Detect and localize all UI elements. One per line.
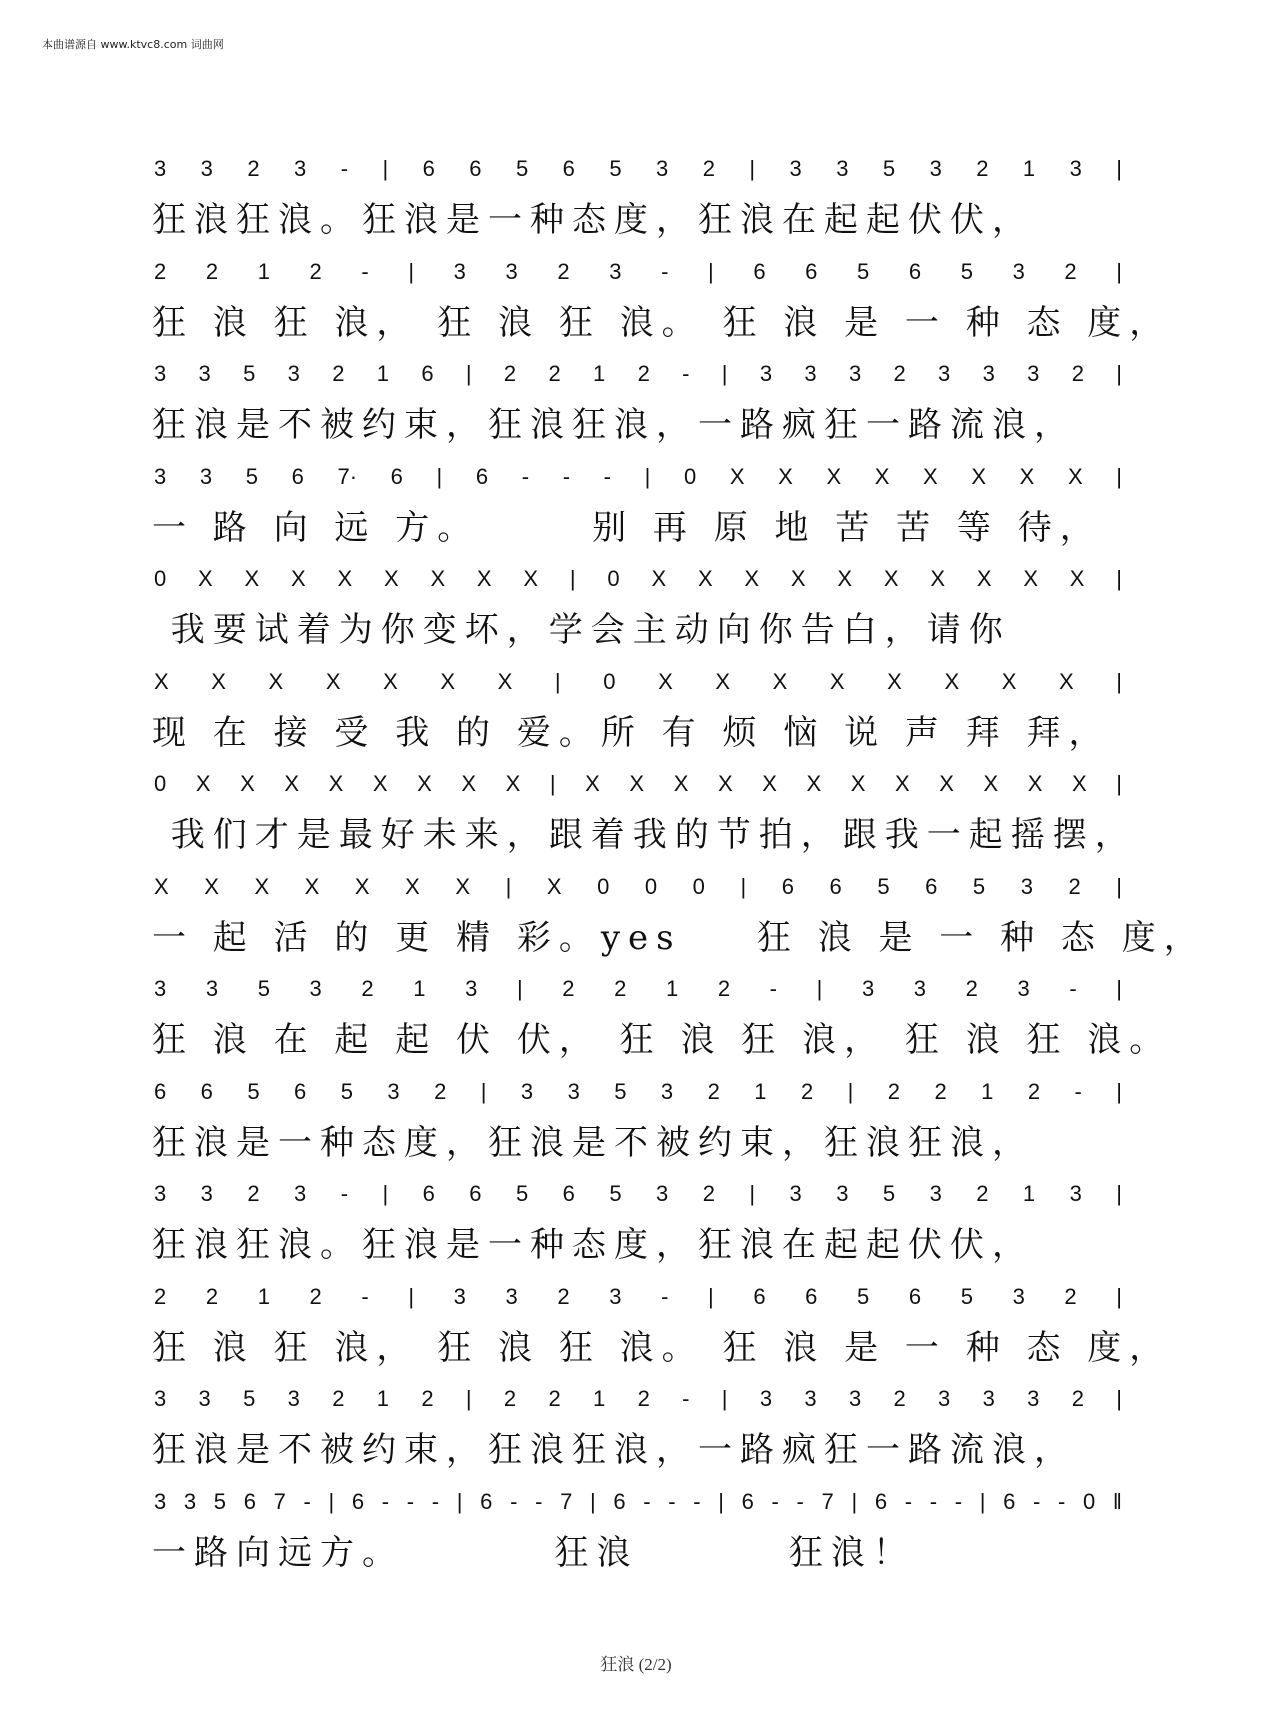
- score-row: [152, 970, 1172, 1073]
- score-row: [152, 253, 1172, 356]
- lyrics-line: 一 路 向 远 方。 别 再 原 地 苦 苦 等 待，: [152, 507, 1102, 548]
- notation-line: 0 X X X X X X X X | X X X X X X X X X X X X |: [154, 771, 1122, 796]
- notation-line: 2 2 1 2 - | 3 3 2 3 - | 6 6 5 6 5 3 2 |: [154, 258, 1122, 284]
- score-row: [152, 150, 1124, 253]
- notation-line: 3 3 2 3 - | 6 6 5 6 5 3 2 | 3 3 5 3 2 1 3 |: [154, 1181, 1122, 1206]
- lyrics-line: 狂浪狂浪。狂浪是一种态度，狂浪在起起伏伏，: [152, 200, 1034, 240]
- score-row: [152, 560, 1124, 663]
- score-row: [152, 1483, 1124, 1586]
- lyrics-line: 我们才是最好未来，跟着我的节拍，跟我一起摇摆，: [152, 815, 1137, 855]
- score-row: [152, 868, 1206, 971]
- notation-line: 6 6 5 6 5 3 2 | 3 3 5 3 2 1 2 | 2 2 1 2 - |: [154, 1078, 1122, 1104]
- lyrics-line: 狂浪是不被约束，狂浪狂浪，一路疯狂一路流浪，: [152, 1430, 1076, 1470]
- notation-line: 0 X X X X X X X X | 0 X X X X X X X X X X |: [154, 566, 1122, 591]
- lyrics-line: 一路向远方。 狂浪 狂浪！: [152, 1532, 915, 1573]
- lyrics-line: 一 起 活 的 更 精 彩。yes 狂 浪 是 一 种 态 度，: [152, 917, 1206, 958]
- score-row: [152, 1073, 1124, 1176]
- lyrics-line: 狂浪是一种态度，狂浪是不被约束，狂浪狂浪，: [152, 1122, 1034, 1163]
- notation-line: 3 3 5 3 2 1 3 | 2 2 1 2 - | 3 3 2 3 - |: [154, 976, 1122, 1001]
- score-row: [152, 458, 1124, 561]
- lyrics-line: 狂 浪 狂 浪， 狂 浪 狂 浪。 狂 浪 是 一 种 态 度，: [152, 302, 1172, 343]
- lyrics-line: 狂浪狂浪。狂浪是一种态度，狂浪在起起伏伏，: [152, 1225, 1034, 1265]
- notation-line: 3 3 2 3 - | 6 6 5 6 5 3 2 | 3 3 5 3 2 1 3 |: [154, 156, 1122, 181]
- notation-line: X X X X X X X | X 0 0 0 | 6 6 5 6 5 3 2 |: [154, 873, 1122, 899]
- notation-line: 3 3 5 3 2 1 6 | 2 2 1 2 - | 3 3 3 2 3 3 3 2 |: [154, 361, 1122, 386]
- notation-line: 3 3 5 6 7· 6 | 6 - - - | 0 X X X X X X X X |: [154, 463, 1122, 489]
- score-row: [152, 355, 1124, 458]
- notation-line: X X X X X X X | 0 X X X X X X X X |: [154, 668, 1122, 694]
- score-row: [152, 663, 1124, 766]
- score-row: [152, 765, 1137, 868]
- score-row: [152, 1175, 1124, 1278]
- score-row: [152, 1278, 1172, 1381]
- lyrics-line: 狂浪是不被约束，狂浪狂浪，一路疯狂一路流浪，: [152, 405, 1076, 445]
- lyrics-line: 我要试着为你变坏，学会主动向你告白，请你: [152, 610, 1011, 650]
- notation-line: 3 3 5 6 7 - | 6 - - - | 6 - - 7 | 6 - - - | 6 - - 7 | 6 - - - | 6 - - 0 ‖: [154, 1488, 1122, 1514]
- notation-line: 2 2 1 2 - | 3 3 2 3 - | 6 6 5 6 5 3 2 |: [154, 1283, 1122, 1309]
- page-footer: 狂浪 (2/2): [600, 1655, 672, 1674]
- notation-line: 3 3 5 3 2 1 2 | 2 2 1 2 - | 3 3 3 2 3 3 3 2 |: [154, 1386, 1122, 1411]
- score-row: [152, 1380, 1124, 1483]
- lyrics-line: 狂 浪 狂 浪， 狂 浪 狂 浪。 狂 浪 是 一 种 态 度，: [152, 1327, 1172, 1368]
- lyrics-line: 狂 浪 在 起 起 伏 伏， 狂 浪 狂 浪， 狂 浪 狂 浪。: [152, 1020, 1172, 1060]
- lyrics-line: 现 在 接 受 我 的 爱。所 有 烦 恼 说 声 拜 拜，: [152, 712, 1111, 753]
- music-score: [152, 150, 1206, 1585]
- source-note: 本曲谱源自 www.ktvc8.com 词曲网: [42, 38, 224, 51]
